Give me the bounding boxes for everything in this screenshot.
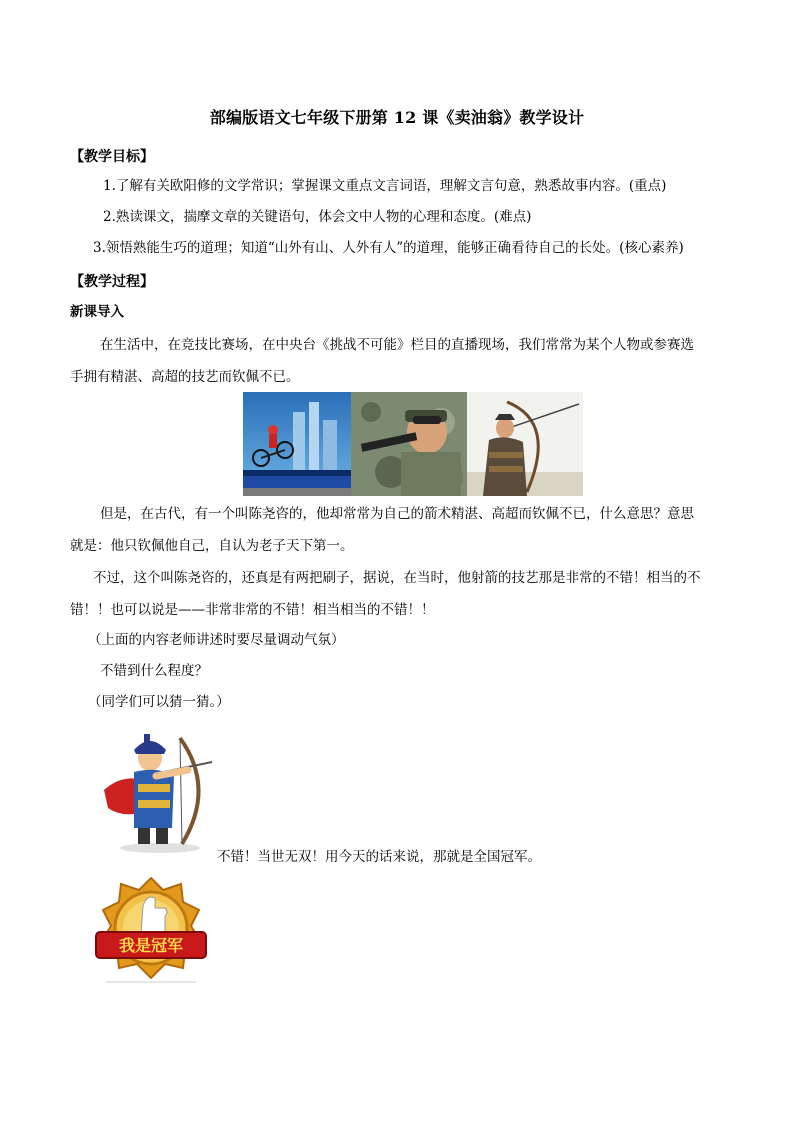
badge-label: 我是冠军 <box>118 936 184 955</box>
soldier-photo <box>351 392 467 496</box>
student-note: （同学们可以猜一猜。） <box>88 694 230 710</box>
champion-badge-image <box>92 876 210 988</box>
para1-line2: 手拥有精湛、高超的技艺而钦佩不已。 <box>70 369 300 385</box>
archer-photo <box>467 392 583 496</box>
para2-line2: 就是：他只钦佩他自己，自认为老子天下第一。 <box>70 538 354 554</box>
page-title: 部编版语文七年级下册第 12 课《卖油翁》教学设计 <box>209 108 585 127</box>
process-heading: 【教学过程】 <box>70 274 154 290</box>
objectives-heading: 【教学目标】 <box>70 149 154 165</box>
bike-stunt-photo <box>243 392 351 496</box>
objective-item-1: 1.了解有关欧阳修的文学常识；掌握课文重点文言词语，理解文言句意，熟悉故事内容。(重点) <box>103 178 667 194</box>
para1-line1: 在生活中，在竞技比赛场，在中央台《挑战不可能》栏目的直播现场，我们常常为某个人物或参赛选 <box>100 337 694 353</box>
answer-line: 不错！当世无双！用今天的话来说，那就是全国冠军。 <box>217 849 541 865</box>
objective-item-3: 3.领悟熟能生巧的道理；知道“山外有山、人外有人”的道理，能够正确看待自己的长处。(核心素养) <box>93 240 684 256</box>
para2-line1: 但是，在古代，有一个叫陈尧咨的，他却常常为自己的箭术精湛、高超而钦佩不已，什么意思？意思 <box>100 506 694 522</box>
photo-strip <box>243 392 583 496</box>
para3-line1: 不过，这个叫陈尧咨的，还真是有两把刷子，据说，在当时，他射箭的技艺那是非常的不错！相当的不 <box>93 570 701 586</box>
para3-line2: 错！！也可以说是——非常非常的不错！相当相当的不错！！ <box>70 602 435 618</box>
objective-item-2: 2.熟读课文，揣摩文章的关键语句，体会文中人物的心理和态度。(难点) <box>103 209 532 225</box>
intro-subheading: 新课导入 <box>70 304 124 320</box>
question-line: 不错到什么程度？ <box>100 663 208 679</box>
cartoon-archer-image <box>104 732 216 854</box>
teacher-note: （上面的内容老师讲述时要尽量调动气氛） <box>88 632 345 648</box>
